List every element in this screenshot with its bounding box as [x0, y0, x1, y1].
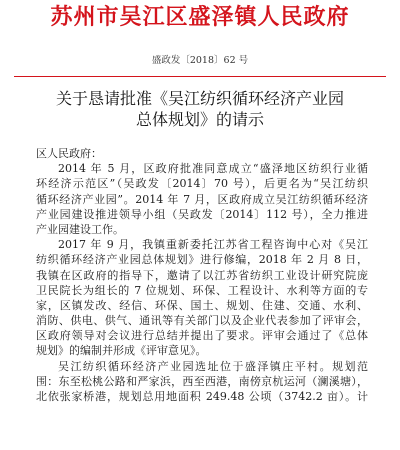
salutation: 区人民政府： [36, 147, 102, 160]
paragraph-line: 家，区镇发改、经信、环保、国土、规划、住建、交通、水利、 [36, 298, 368, 312]
paragraph-line: 环经济示范区”（吴政发〔2014〕70 号），后更名为“吴江纺织 [36, 177, 368, 191]
paragraph-line: 循环经济产业园”。2014 年 7 月，区政府成立吴江纺织循环经济 [36, 192, 368, 206]
paragraph-line: 产业园建设工作。 [36, 222, 124, 236]
paragraph-1 [36, 161, 368, 237]
paragraph-line: 产业园建设推进领导小组（吴政发〔2014〕112 号），全力推进 [36, 207, 368, 221]
document-number: 盛政发〔2018〕62 号 [151, 55, 249, 66]
paragraph-line: 我镇在区政府的指导下，邀请了以江苏省纺织工业设计研究院庞 [36, 268, 368, 282]
paragraph-3 [36, 359, 368, 405]
title-line-1: 关于恳请批准《吴江纺织循环经济产业园 [55, 89, 344, 108]
paragraph-line: 北依张家桥港，规划总用地面积 249.48 公顷（3742.2 亩）。计 [36, 390, 368, 403]
paragraph-2 [36, 237, 368, 359]
header-divider [14, 76, 386, 77]
issuer-header: 苏州市吴江区盛泽镇人民政府 [50, 4, 350, 30]
document-title [20, 88, 380, 130]
paragraph-line: 吴江纺织循环经济产业园选址位于盛泽镇庄平村。规划范 [58, 359, 368, 373]
title-line-2: 总体规划》的请示 [135, 110, 264, 129]
paragraph-line: 卫民院长为组长的 7 位规划、环保、工程设计、水利等方面的专 [36, 283, 368, 297]
paragraph-line: 2017 年 9 月，我镇重新委托江苏省工程咨询中心对《吴江 [58, 238, 368, 252]
paragraph-line: 消防、供电、供气、通讯等有关部门以及企业代表参加了评审会， [36, 314, 368, 328]
paragraph-line: 2014 年 5 月，区政府批准同意成立“盛泽地区纺织行业循 [58, 162, 368, 176]
paragraph-line: 围：东至松桃公路和严家浜，西至西港，南傍京杭运河（澜溪塘）， [36, 374, 368, 388]
paragraph-line: 区政府领导对会议进行总结并提出了要求。评审会通过了《总体 [36, 329, 368, 343]
document-body [36, 146, 368, 404]
paragraph-line: 纺织循环经济产业园总体规划》进行修编，2018 年 2 月 8 日， [36, 253, 368, 267]
paragraph-line: 规划》的编制并形成《评审意见》。 [36, 344, 207, 358]
